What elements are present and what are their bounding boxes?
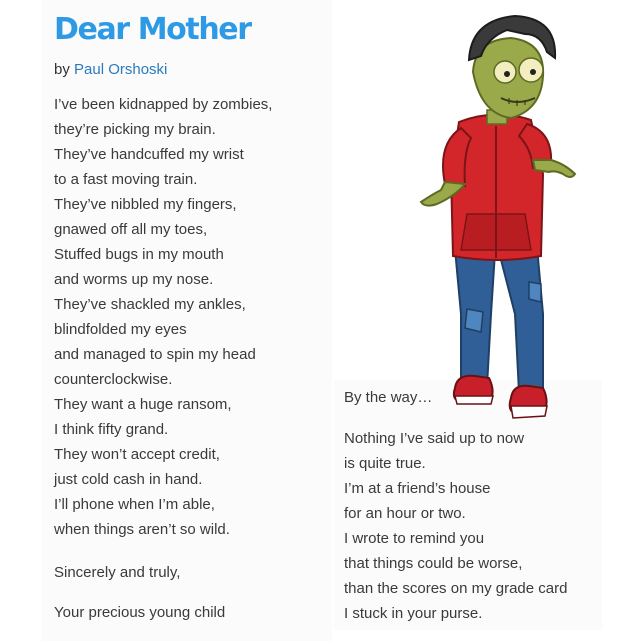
poem-main-stanza (54, 92, 272, 542)
postscript-line: is quite true. (344, 455, 426, 472)
poem-line: I think fifty grand. (54, 421, 169, 438)
poem-title: Dear Mother (54, 12, 251, 47)
jeans-patch-left (465, 309, 483, 332)
postscript-line: that things could be worse, (344, 555, 523, 572)
postscript-line: I’m at a friend’s house (344, 480, 491, 497)
byline (54, 61, 167, 78)
poem-line: They want a huge ransom, (54, 396, 232, 413)
poem-signature: Your precious young child (54, 604, 226, 621)
poem-line: to a fast moving train. (54, 171, 198, 188)
poem-line: They won’t accept credit, (54, 446, 220, 463)
poem-line: and managed to spin my head (54, 346, 256, 363)
postscript-line: I wrote to remind you (344, 530, 485, 547)
poem-line: when things aren’t so wild. (54, 521, 230, 538)
poem-line: and worms up my nose. (54, 271, 214, 288)
zombie-right-sole (511, 406, 547, 418)
zombie-left-sole (455, 396, 493, 404)
author-link[interactable]: Paul Orshoski (74, 61, 168, 78)
postscript-line: for an hour or two. (344, 505, 466, 522)
zombie-illustration (415, 14, 580, 426)
poem-closing: Sincerely and truly, (54, 564, 181, 581)
poem-line: I’ll phone when I’m able, (54, 496, 215, 513)
poem-line: they’re picking my brain. (54, 121, 216, 138)
poem-line: They’ve shackled my ankles, (54, 296, 246, 313)
poem-postscript-stanza (344, 426, 567, 626)
postscript-intro: By the way… (344, 389, 433, 406)
poem-line: gnawed off all my toes, (54, 221, 208, 238)
poem-line: just cold cash in hand. (54, 471, 203, 488)
byline-prefix: by (54, 61, 70, 78)
poem-line: Stuffed bugs in my mouth (54, 246, 224, 263)
poem-line: They’ve nibbled my fingers, (54, 196, 237, 213)
poem-line: They’ve handcuffed my wrist (54, 146, 244, 163)
poem-line: I’ve been kidnapped by zombies, (54, 96, 273, 113)
zombie-right-leg (499, 247, 543, 392)
poem-line: blindfolded my eyes (54, 321, 187, 338)
poem-line: counterclockwise. (54, 371, 173, 388)
postscript-line: I stuck in your purse. (344, 605, 483, 622)
postscript-line: than the scores on my grade card (344, 580, 568, 597)
jeans-patch-right (529, 282, 541, 302)
postscript-line: Nothing I’ve said up to now (344, 430, 525, 447)
